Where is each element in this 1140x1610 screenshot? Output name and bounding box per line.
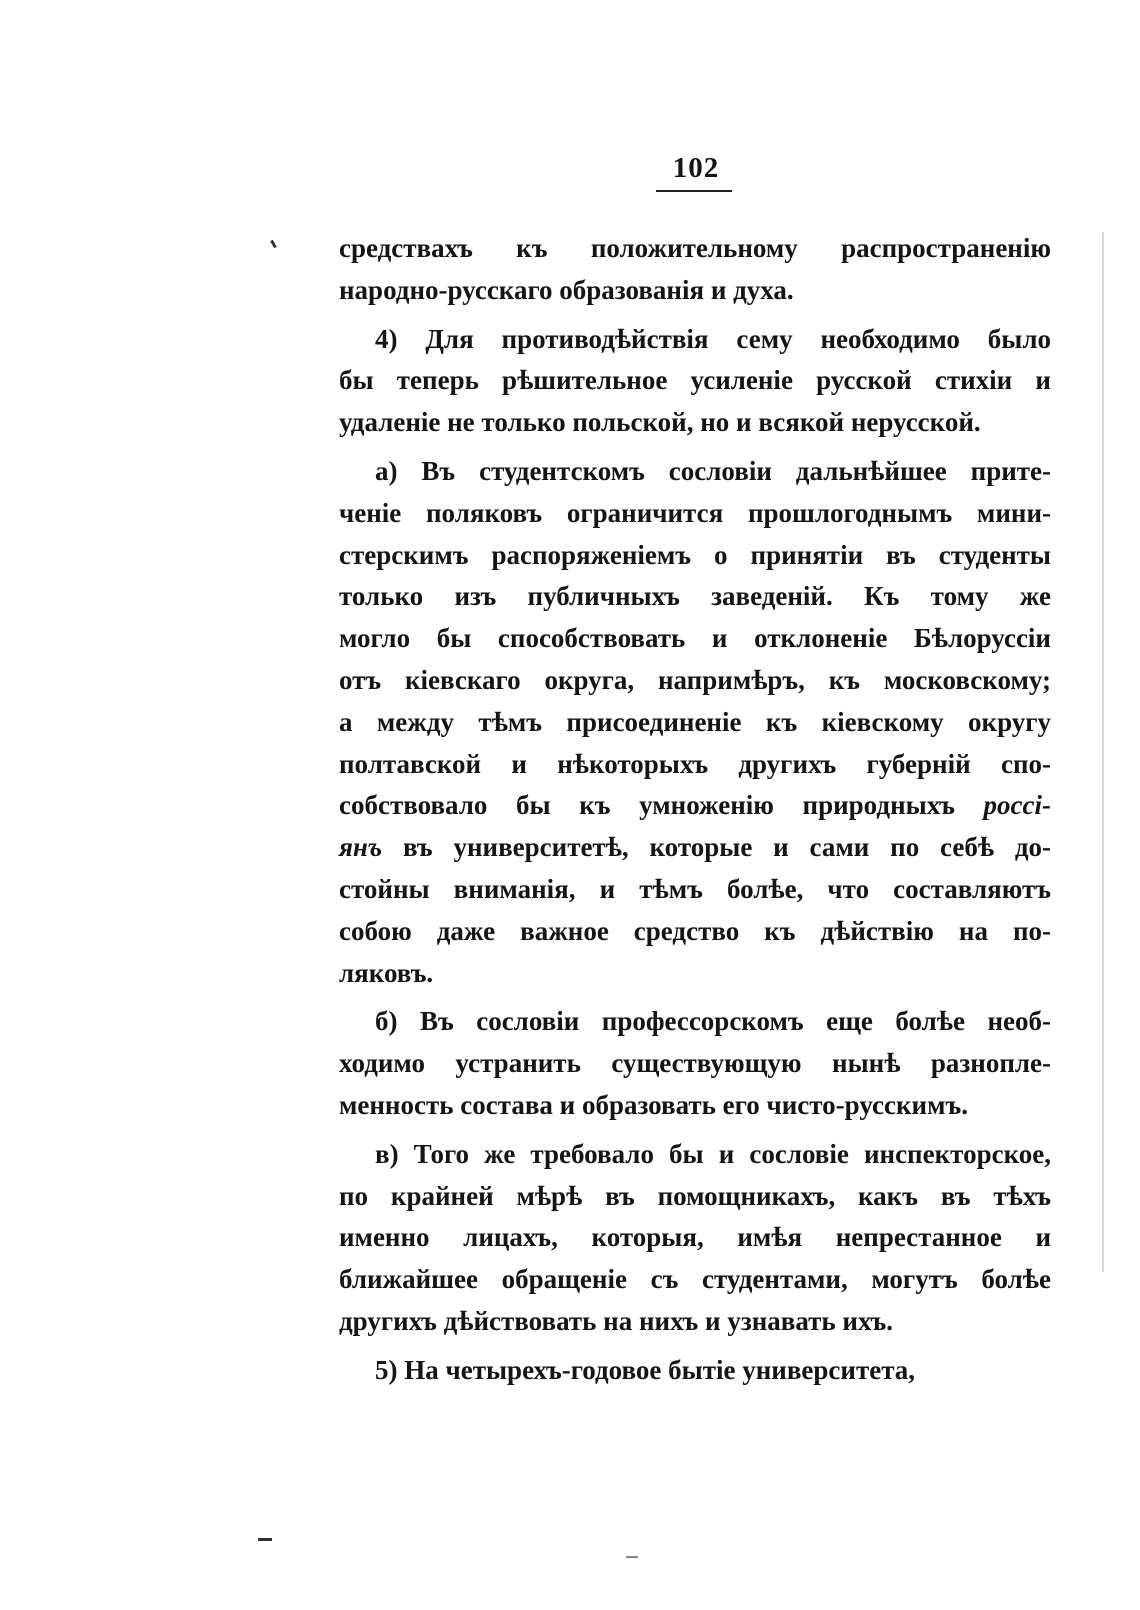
text-line: в) Того же требовало бы и сословіе инспекторское, (375, 1138, 1051, 1169)
text-line: отъ кіевскаго округа, напримѣръ, къ московскому; (339, 664, 1051, 695)
text-line: удаленіе не только польской, но и всякой нерусской. (339, 407, 981, 438)
italic-word: россі- (983, 790, 1051, 821)
text-segment: въ университетѣ, которые и сами по себѣ до- (402, 832, 1052, 863)
text-line: по крайней мѣрѣ въ помощникахъ, какъ въ тѣхъ (339, 1180, 1051, 1211)
italic-word: янъ (339, 832, 383, 863)
text-line: средствахъ къ положительному распространенію (339, 233, 1051, 263)
text-line: полтавской и нѣкоторыхъ другихъ губерній спо- (339, 748, 1051, 779)
text-line: ляковъ. (339, 957, 434, 988)
text-line: именно лицахъ, которыя, имѣя непрестанное и (339, 1222, 1051, 1253)
text-line: другихъ дѣйствовать на нихъ и узнавать ихъ. (339, 1305, 893, 1336)
paragraph (339, 1134, 1051, 1343)
paragraph (339, 451, 1051, 994)
text-line: 4) Для противодѣйствія сему необходимо было (375, 323, 1051, 354)
stray-mark (270, 240, 277, 248)
text-segment: собствовало бы къ умноженію природныхъ (339, 790, 955, 821)
text-line: стерскимъ распоряженіемъ о принятіи въ студенты (339, 539, 1051, 570)
paragraph (339, 319, 1051, 444)
text-line: собою даже важное средство къ дѣйствію на по- (339, 915, 1051, 946)
stray-mark (258, 1538, 272, 1541)
text-line: бы теперь рѣшительное усиленіе русской стихіи и (339, 365, 1051, 396)
body-text (339, 228, 1051, 1392)
paragraph (339, 228, 1051, 312)
margin-edge (1102, 232, 1104, 1272)
paragraph (339, 1001, 1051, 1126)
text-line: ближайшее обращеніе съ студентами, могутъ болѣе (339, 1264, 1051, 1295)
paragraph (339, 1350, 1051, 1392)
page-number-rule (656, 190, 732, 192)
text-line: 5) На четырехъ-годовое бытіе университета, (375, 1354, 916, 1385)
stray-mark (626, 1556, 638, 1558)
text-line (339, 785, 1051, 827)
text-line (339, 827, 1051, 869)
text-line: могло бы способствовать и отклоненіе Бѣлоруссіи (339, 623, 1051, 654)
text-line: стойны вниманія, и тѣмъ болѣе, что составляютъ (339, 873, 1051, 904)
text-line: ченіе поляковъ ограничится прошлогоднымъ мини- (339, 497, 1051, 528)
text-line: ходимо устранить существующую нынѣ разнопле- (339, 1048, 1051, 1079)
text-line: а между тѣмъ присоединеніе къ кіевскому округу (339, 706, 1051, 737)
text-line: б) Въ сословіи профессорскомъ еще болѣе необ- (375, 1006, 1051, 1037)
page-number: 102 (672, 152, 720, 184)
text-line: менность состава и образовать его чисто-русскимъ. (339, 1089, 968, 1120)
text-line: только изъ публичныхъ заведеній. Къ тому же (339, 581, 1051, 612)
text-line: а) Въ студентскомъ сословіи дальнѣйшее прите- (375, 455, 1051, 486)
text-line: народно-русскаго образованія и духа. (339, 274, 794, 305)
